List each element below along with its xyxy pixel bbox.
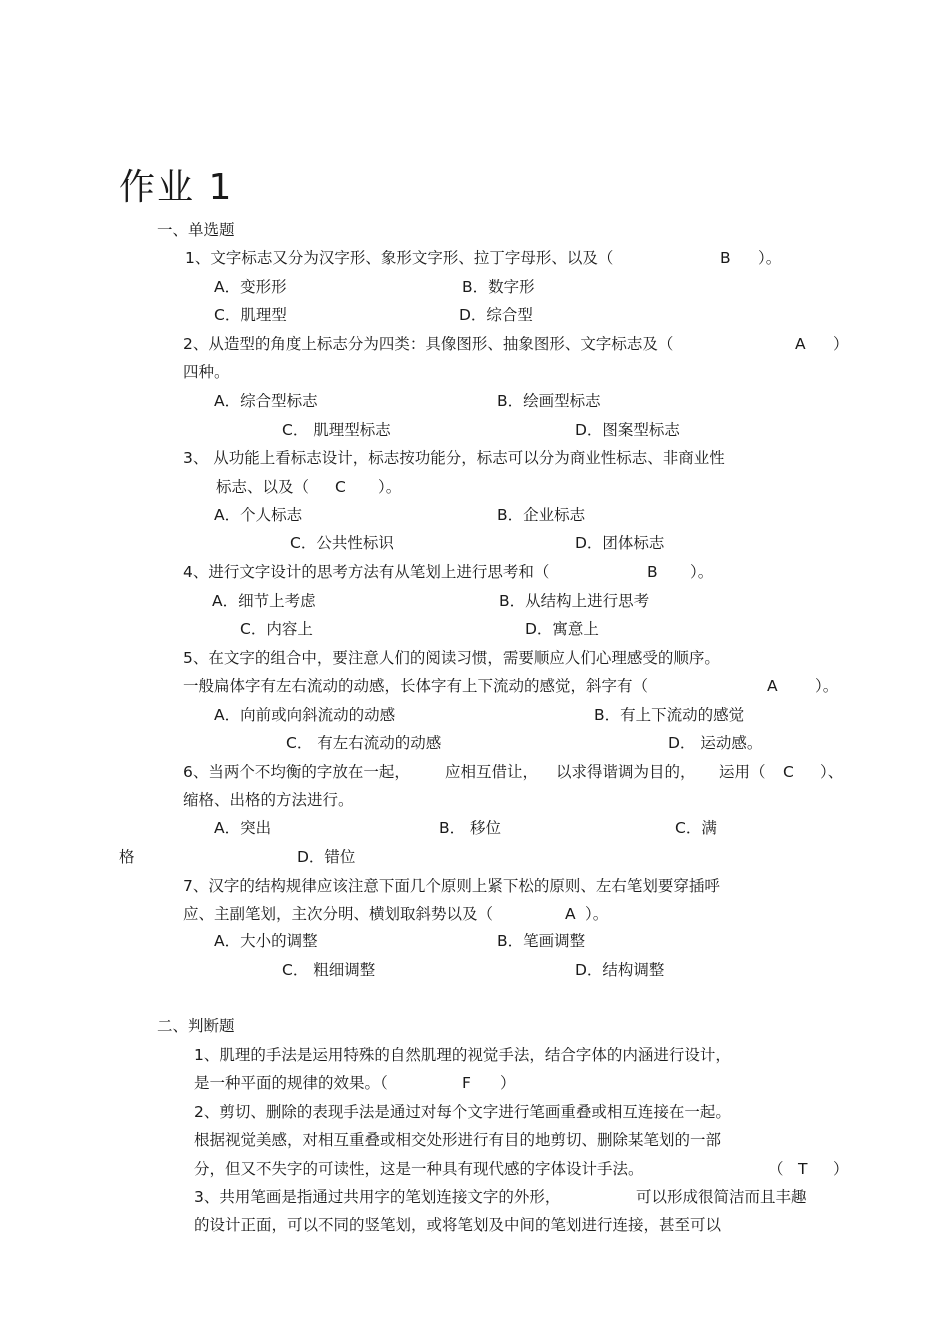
question-6-option-d: D．错位 [297,848,356,866]
question-2-answer: A [795,335,806,353]
question-3-option-d: D．团体标志 [575,534,665,552]
question-4-option-d: D．寓意上 [525,620,599,638]
question-6-option-c-wrap: 格 [119,848,135,866]
question-2-option-d: D．图案型标志 [575,421,680,439]
question-4-option-b: B．从结构上进行思考 [499,592,650,610]
question-2-text: 2、从造型的角度上标志分为四类：具像图形、抽象图形、文字标志及（ [183,335,674,353]
question-5-answer: A [767,677,778,695]
judgment-1-line-1: 1、肌理的手法是运用特殊的自然肌理的视觉手法，结合字体的内涵进行设计， [194,1046,731,1064]
question-2-option-c: C． 肌理型标志 [282,421,391,439]
judgment-2-line-3: 分，但又不失字的可读性，这是一种具有现代感的字体设计手法。 [194,1160,644,1178]
judgment-2-line-1: 2、剪切、删除的表现手法是通过对每个文字进行笔画重叠或相互连接在一起。 [194,1103,731,1121]
judgment-1-line-2: 是一种平面的规律的效果。（ [194,1074,388,1092]
judgment-3-line-2: 的设计正面，可以不同的竖笔划，或将笔划及中间的笔划进行连接，甚至可以 [194,1216,722,1234]
question-1-close: ）。 [758,249,782,267]
question-7-option-d: D．结构调整 [575,961,665,979]
question-7-answer: A [565,905,576,923]
judgment-1-answer: F [462,1074,471,1092]
question-4-text: 4、进行文字设计的思考方法有从笔划上进行思考和（ [183,563,550,581]
question-5-option-d: D． 运动感。 [668,734,763,752]
question-1-option-b: B．数字形 [462,278,535,296]
question-1-option-a: A．变形形 [214,278,287,296]
question-6-text-3: 以求得谐调为目的， [556,763,696,781]
question-4-option-a: A．细节上考虑 [212,592,316,610]
question-7-option-a: A．大小的调整 [214,932,318,950]
question-5-option-b: B．有上下流动的感觉 [594,706,745,724]
section-heading-true-false: 二、判断题 [157,1017,235,1035]
question-7-option-b: B．笔画调整 [497,932,586,950]
judgment-3-line-1b: 可以形成很简洁而且丰趣 [636,1188,807,1206]
question-5-option-c: C． 有左右流动的动感 [286,734,442,752]
question-2-option-a: A．综合型标志 [214,392,318,410]
question-7-text: 7、汉字的结构规律应该注意下面几个原则上紧下松的原则、左右笔划要穿插呼 [183,877,720,895]
question-1-option-d: D．综合型 [459,306,533,324]
question-6-answer: C [783,763,794,781]
question-2-option-b: B．绘画型标志 [497,392,601,410]
question-1-text: 1、文字标志又分为汉字形、象形文字形、拉丁字母形、以及（ [185,249,614,267]
judgment-2-open: （ [768,1160,784,1178]
question-3-option-b: B．企业标志 [497,506,586,524]
section-heading-single-choice: 一、单选题 [157,221,235,239]
question-6-text-2: 应相互借让， [445,763,539,781]
question-7-option-c: C． 粗细调整 [282,961,376,979]
question-7-continuation: 应、主副笔划，主次分明、横划取斜势以及（ [183,905,494,923]
question-5-close: ）。 [815,677,839,695]
judgment-3-line-1a: 3、共用笔画是指通过共用字的笔划连接文字的外形， [194,1188,561,1206]
question-7-close: ）。 [585,905,609,923]
question-2-continuation: 四种。 [183,363,230,381]
question-4-answer: B [647,563,658,581]
page-title: 作业 1 [119,167,234,208]
question-5-text: 5、在文字的组合中，要注意人们的阅读习惯，需要顺应人们心理感受的顺序。 [183,649,720,667]
question-3-option-c: C．公共性标识 [290,534,394,552]
question-6-option-c: C．满 [675,819,717,837]
question-3-answer: C [335,478,346,496]
question-6-text-1: 6、当两个不均衡的字放在一起， [183,763,410,781]
question-6-close: ）、 [820,763,844,781]
question-6-continuation: 缩格、出格的方法进行。 [183,791,354,809]
question-3-continuation: 标志、以及（ [216,478,310,496]
judgment-2-line-2: 根据视觉美感，对相互重叠或相交处形进行有目的地剪切、删除某笔划的一部 [194,1131,722,1149]
question-2-close: ） [833,335,849,353]
question-6-option-b: B． 移位 [439,819,502,837]
judgment-2-answer: T [798,1160,808,1178]
question-3-text: 3、 从功能上看标志设计，标志按功能分，标志可以分为商业性标志、非商业性 [183,449,725,467]
question-6-option-a: A．突出 [214,819,272,837]
question-1-option-c: C．肌理型 [214,306,287,324]
question-4-close: ）。 [690,563,714,581]
question-4-option-c: C．内容上 [240,620,313,638]
question-3-close: ）。 [378,478,402,496]
question-5-option-a: A．向前或向斜流动的动感 [214,706,396,724]
judgment-2-close: ） [833,1160,849,1178]
question-1-answer: B [720,249,731,267]
question-5-continuation: 一般扁体字有左右流动的动感，长体字有上下流动的感觉，斜字有（ [183,677,649,695]
question-3-option-a: A．个人标志 [214,506,303,524]
judgment-1-close: ） [500,1074,516,1092]
question-6-text-4: 运用（ [719,763,766,781]
